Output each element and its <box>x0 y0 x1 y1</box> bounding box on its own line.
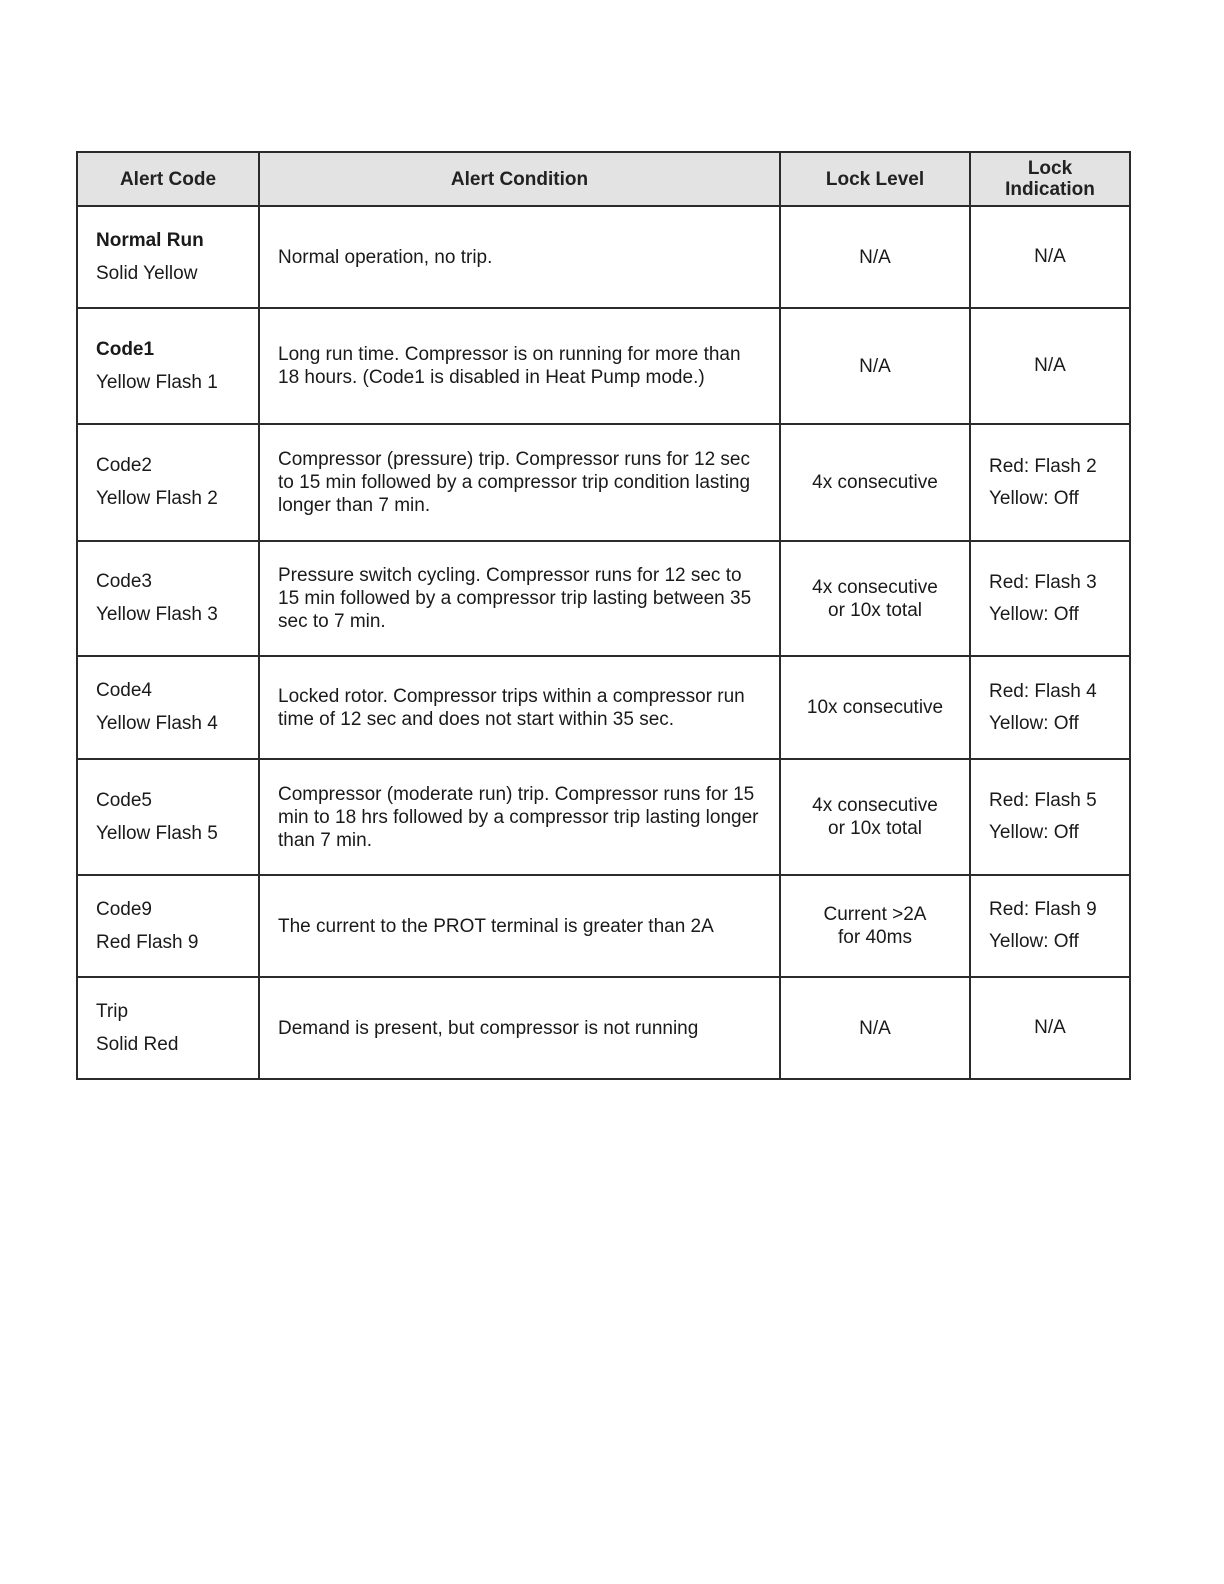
table-row <box>77 759 1130 875</box>
header-alert-code: Alert Code <box>77 152 259 206</box>
lock-indication-line: Yellow: Off <box>989 822 1079 843</box>
alert-code-name: Code9 <box>96 898 152 920</box>
lock-indication-cell <box>970 541 1130 656</box>
lock-level-cell: 4x consecutive <box>780 424 970 541</box>
alert-code-light: Solid Red <box>96 1033 179 1055</box>
alert-code-cell <box>77 875 259 977</box>
lock-indication-line: Red: Flash 9 <box>989 899 1097 920</box>
alert-condition-cell: Normal operation, no trip. <box>259 206 780 308</box>
lock-indication-line: Yellow: Off <box>989 487 1079 509</box>
alert-code-name: Code3 <box>96 571 152 592</box>
lock-indication-line: Yellow: Off <box>989 712 1079 734</box>
lock-level-cell: 10x consecutive <box>780 656 970 759</box>
alert-code-cell <box>77 759 259 875</box>
table-row <box>77 875 1130 977</box>
alert-code-light: Yellow Flash 5 <box>96 822 218 844</box>
alert-code-cell <box>77 977 259 1079</box>
table-row <box>77 206 1130 308</box>
lock-level-cell: N/A <box>780 308 970 424</box>
lock-indication-cell <box>970 875 1130 977</box>
alert-condition-cell: The current to the PROT terminal is greater than 2A <box>259 875 780 977</box>
alert-condition-cell: Compressor (pressure) trip. Compressor runs for 12 sec to 15 min followed by a compressor trip condition lasting longer than 7 min. <box>259 424 780 541</box>
table-row <box>77 977 1130 1079</box>
header-alert-condition: Alert Condition <box>259 152 780 206</box>
alert-code-light: Solid Yellow <box>96 262 198 284</box>
alert-code-light: Yellow Flash 4 <box>96 713 218 734</box>
table-row <box>77 308 1130 424</box>
alert-condition-cell: Demand is present, but compressor is not running <box>259 977 780 1079</box>
alert-code-name: Trip <box>96 1000 129 1022</box>
table-row <box>77 656 1130 759</box>
alert-condition-cell: Pressure switch cycling. Compressor runs for 12 sec to 15 min followed by a compressor trip lasting between 35 sec to 7 min. <box>259 541 780 656</box>
alert-code-cell <box>77 656 259 759</box>
table-row <box>77 541 1130 656</box>
header-lock-level: Lock Level <box>780 152 970 206</box>
alert-code-cell <box>77 206 259 308</box>
lock-indication-cell <box>970 206 1130 308</box>
lock-indication-line: N/A <box>1034 355 1066 376</box>
lock-indication-cell <box>970 424 1130 541</box>
alert-code-table <box>76 151 1131 1080</box>
lock-indication-cell <box>970 977 1130 1079</box>
alert-condition-cell: Long run time. Compressor is on running for more than 18 hours. (Code1 is disabled in Heat Pump mode.) <box>259 308 780 424</box>
alert-code-name: Normal Run <box>96 229 204 251</box>
lock-indication-line: Red: Flash 2 <box>989 455 1097 477</box>
alert-code-cell <box>77 424 259 541</box>
lock-indication-line: N/A <box>1034 246 1066 267</box>
lock-indication-cell <box>970 759 1130 875</box>
lock-indication-line: Yellow: Off <box>989 931 1079 952</box>
alert-code-cell <box>77 308 259 424</box>
lock-indication-line: Red: Flash 4 <box>989 680 1097 702</box>
lock-level-cell: N/A <box>780 206 970 308</box>
alert-code-name: Code2 <box>96 455 152 476</box>
lock-level-cell: Current >2A for 40ms <box>780 875 970 977</box>
alert-code-light: Yellow Flash 2 <box>96 488 218 509</box>
header-lock-indication: Lock Indication <box>970 152 1130 206</box>
lock-indication-cell <box>970 308 1130 424</box>
alert-code-light: Red Flash 9 <box>96 931 199 953</box>
lock-indication-line: Yellow: Off <box>989 603 1079 625</box>
lock-level-cell: 4x consecutive or 10x total <box>780 541 970 656</box>
alert-code-name: Code1 <box>96 338 155 360</box>
lock-level-cell: 4x consecutive or 10x total <box>780 759 970 875</box>
alert-code-name: Code4 <box>96 680 152 701</box>
lock-level-cell: N/A <box>780 977 970 1079</box>
alert-condition-cell: Locked rotor. Compressor trips within a compressor run time of 12 sec and does not start within 35 sec. <box>259 656 780 759</box>
lock-indication-cell <box>970 656 1130 759</box>
alert-code-light: Yellow Flash 3 <box>96 604 218 625</box>
lock-indication-line: Red: Flash 3 <box>989 571 1097 593</box>
alert-code-cell <box>77 541 259 656</box>
alert-condition-cell: Compressor (moderate run) trip. Compressor runs for 15 min to 18 hrs followed by a compressor trip lasting longer than 7 min. <box>259 759 780 875</box>
header-row <box>77 152 1130 206</box>
alert-code-light: Yellow Flash 1 <box>96 371 218 393</box>
alert-code-name: Code5 <box>96 789 152 811</box>
lock-indication-line: Red: Flash 5 <box>989 790 1097 811</box>
lock-indication-line: N/A <box>1034 1017 1066 1038</box>
table-row <box>77 424 1130 541</box>
